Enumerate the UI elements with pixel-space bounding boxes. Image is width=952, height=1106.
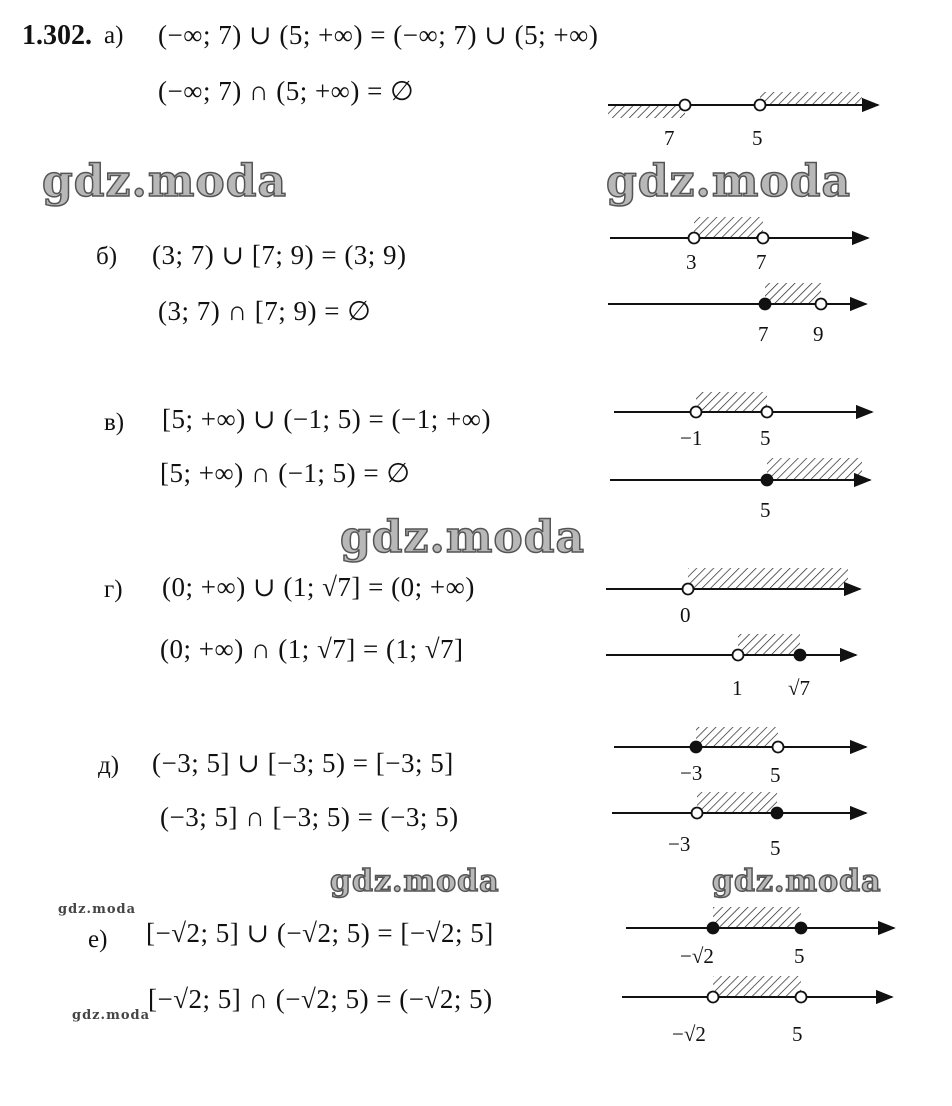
number-line-e1 bbox=[626, 907, 894, 934]
equation-v-intersection: [5; +∞) ∩ (−1; 5) = ∅ bbox=[160, 458, 411, 488]
tick-label: 5 bbox=[794, 944, 805, 968]
tick-label: 5 bbox=[760, 498, 771, 522]
equation-g-intersection: (0; +∞) ∩ (1; √7] = (1; √7] bbox=[160, 634, 464, 664]
tick-label: 7 bbox=[758, 322, 769, 346]
number-line-d1 bbox=[614, 727, 866, 753]
equation-v-union: [5; +∞) ∪ (−1; 5) = (−1; +∞) bbox=[162, 404, 491, 434]
number-line-b1 bbox=[610, 217, 868, 244]
part-label-g: г) bbox=[104, 576, 123, 603]
tick-label: 5 bbox=[770, 763, 781, 787]
tick-label: 9 bbox=[813, 322, 824, 346]
watermark-small: gdz.moda bbox=[72, 1008, 151, 1023]
tick-label: 5 bbox=[760, 426, 771, 450]
equation-d-intersection: (−3; 5] ∩ [−3; 5) = (−3; 5) bbox=[160, 802, 459, 832]
number-line-v2 bbox=[610, 458, 870, 486]
number-line-g1 bbox=[606, 568, 860, 595]
part-label-e: е) bbox=[88, 926, 108, 953]
tick-label: 5 bbox=[770, 836, 781, 860]
tick-label: −1 bbox=[680, 426, 703, 450]
part-label-a: а) bbox=[104, 22, 124, 49]
equation-g-union: (0; +∞) ∪ (1; √7] = (0; +∞) bbox=[162, 572, 475, 602]
watermark: gdz.moda bbox=[42, 156, 288, 207]
tick-label: 7 bbox=[664, 126, 675, 150]
tick-label: 5 bbox=[792, 1022, 803, 1046]
tick-label: 3 bbox=[686, 250, 697, 274]
tick-label: 0 bbox=[680, 603, 691, 627]
number-line-a bbox=[608, 92, 878, 118]
problem-number: 1.302. bbox=[22, 20, 92, 51]
equation-a-intersection: (−∞; 7) ∩ (5; +∞) = ∅ bbox=[158, 76, 415, 106]
watermark-small: gdz.moda bbox=[58, 902, 137, 917]
watermark: gdz.moda bbox=[330, 864, 500, 899]
number-line-v1 bbox=[614, 392, 872, 418]
number-line-b2 bbox=[608, 283, 866, 310]
tick-label: −√2 bbox=[672, 1022, 706, 1046]
equation-d-union: (−3; 5] ∪ [−3; 5) = [−3; 5] bbox=[152, 748, 454, 778]
number-line-g2 bbox=[606, 634, 856, 661]
equation-e-intersection: [−√2; 5] ∩ (−√2; 5) = (−√2; 5) bbox=[148, 984, 493, 1014]
equation-e-union: [−√2; 5] ∪ (−√2; 5) = [−√2; 5] bbox=[146, 918, 494, 948]
equation-b-union: (3; 7) ∪ [7; 9) = (3; 9) bbox=[152, 240, 407, 270]
equation-a-union: (−∞; 7) ∪ (5; +∞) = (−∞; 7) ∪ (5; +∞) bbox=[158, 20, 599, 50]
tick-label: √7 bbox=[788, 676, 811, 700]
tick-label: −3 bbox=[668, 832, 691, 856]
part-label-v: в) bbox=[104, 409, 125, 436]
watermark: gdz.moda bbox=[712, 864, 882, 899]
number-line-d2 bbox=[612, 792, 866, 819]
tick-label: 5 bbox=[752, 126, 763, 150]
tick-label: 1 bbox=[732, 676, 743, 700]
equation-b-intersection: (3; 7) ∩ [7; 9) = ∅ bbox=[158, 296, 372, 326]
tick-label: 7 bbox=[756, 250, 767, 274]
part-label-b: б) bbox=[96, 243, 118, 270]
number-line-e2 bbox=[622, 976, 892, 1003]
tick-label: −3 bbox=[680, 761, 703, 785]
tick-label: −√2 bbox=[680, 944, 714, 968]
part-label-d: д) bbox=[98, 752, 120, 779]
watermark: gdz.moda bbox=[606, 156, 852, 207]
watermark: gdz.moda bbox=[340, 512, 586, 563]
